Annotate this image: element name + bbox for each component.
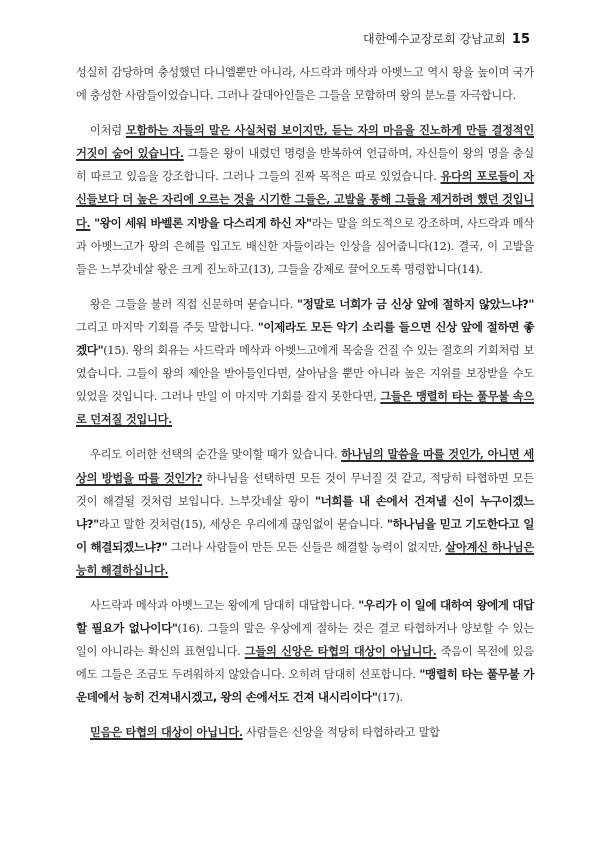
emphasis-underline: 살아계신 하나님은 능히 해결하십니다. — [76, 539, 534, 577]
text-run: (15). 왕의 회유는 사드락과 메삭과 아벳느고에게 목숨을 건질 수 있는 절호의 기회처럼 보였습니다. 그들이 왕의 제안을 받아들인다면, 살아남을 뿐만 아니라 높은 지위를 보장받을 수도 있었을 것입니다. 그러나 만일 이 마지막 기회를 잡지 못한다면, — [76, 344, 534, 404]
text-run: (16). 그들의 말은 우상에게 절하는 것은 결코 타협하거나 양보할 수 있는 일이 아니라는 확신의 표현입니다. — [76, 622, 534, 659]
text-run: 죽음이 목전에 있음에도 그들은 조금도 두려워하지 않았습니다. 오히려 담대히 선포합니다. — [76, 645, 534, 682]
emphasis-underline: 모함하는 자들의 말은 사실처럼 보이지만, 듣는 자의 마음을 진노하게 만들 결정적인 거짓이 숨어 있습니다. — [76, 123, 534, 161]
text-run: 사람들은 신앙을 적당히 타협하라고 말합 — [242, 726, 440, 740]
text-run: 그리고 마지막 기회를 주듯 말합니다. — [76, 320, 258, 334]
text-run: 그러나 사람들이 만든 모든 신들은 해결할 능력이 없지만, — [167, 540, 446, 554]
text-run: 라고 말한 것처럼(15), 세상은 우리에게 끊임없이 묻습니다. — [98, 517, 387, 531]
quote-bold: "너희를 내 손에서 건져낼 신이 누구이겠느냐?" — [76, 493, 534, 531]
emphasis-underline: 그들은 맹렬히 타는 풀무불 속으로 던져질 것입니다. — [76, 389, 534, 427]
emphasis-underline: 하나님의 말씀을 따를 것인가, 아니면 세상의 방법을 따를 것인가? — [76, 447, 534, 485]
paragraph-5 — [76, 594, 534, 709]
paragraph-1 — [76, 61, 534, 107]
text-run: 왕은 그들을 불러 직접 신문하며 묻습니다. — [90, 297, 297, 311]
text-run: 라는 말을 의도적으로 강조하며, 사드락과 메삭과 아벳느고가 왕의 은혜를 입고도 배신한 자들이라는 인상을 심어줍니다(12). 결국, 이 고발을 들은 느부갓네살 왕은 크게 진노하고(13), 그들을 강제로 끌어오도록 명령합니다(14). — [76, 216, 534, 276]
emphasis-underline: 믿음은 타협의 대상이 아닙니다. — [90, 725, 243, 740]
header-title: 대한예수교장로회 강남교회 — [362, 32, 506, 46]
text-run: 우리도 이러한 선택의 순간을 맞이할 때가 있습니다. — [90, 448, 342, 462]
text-run: 성실히 감당하며 충성했던 다니엘뿐만 아니라, 사드락과 메삭과 아벳느고 역시 왕을 높이며 국가에 충성한 사람들이었습니다. 그러나 갈대아인들은 그들을 모함하며 왕의 분노를 자극합니다. — [76, 66, 534, 103]
quote-bold: "하나님을 믿고 기도한다고 일이 해결되겠느냐?" — [76, 516, 534, 554]
quote-bold: "정말로 너희가 금 신상 앞에 절하지 않았느냐?" — [297, 296, 534, 311]
emphasis-underline: 유다의 포로들이 자신들보다 더 높은 자리에 오르는 것을 시기한 그들은, 고발을 통해 그들을 제거하려 했던 것입니다. — [76, 169, 534, 230]
emphasis-underline: 그들의 신앙은 타협의 대상이 아닙니다. — [244, 644, 437, 659]
text-run: 사드락과 메삭과 아벳느고는 왕에게 담대히 대답합니다. — [90, 598, 359, 612]
paragraph-3 — [76, 293, 534, 432]
paragraph-6 — [76, 721, 534, 744]
text-run: 이처럼 — [90, 124, 126, 138]
body-text — [76, 61, 534, 757]
page-header — [363, 30, 530, 47]
quote-bold: "맹렬히 타는 풀무불 가운데에서 능히 건져내시겠고, 왕의 손에서도 건져 내시리이다" — [76, 667, 535, 705]
text-run: 그들은 왕이 내렸던 명령을 반복하여 언급하며, 자신들이 왕의 명을 충실히 따르고 있음을 강조합니다. 그러나 그들의 진짜 목적은 따로 있었습니다. — [76, 147, 534, 184]
text-run: 하나님을 선택하면 모든 것이 무너질 것 같고, 적당히 타협하면 모든 것이 해결될 것처럼 보입니다. 느부갓네살 왕이 — [76, 471, 534, 508]
quote-bold: "이제라도 모든 악기 소리를 들으면 신상 앞에 절하면 좋겠다" — [76, 319, 534, 358]
quote-bold: "왕이 세워 바벨론 지방을 다스리게 하신 자" — [90, 215, 312, 230]
paragraph-4 — [76, 443, 534, 582]
text-run: (17). — [377, 691, 403, 705]
paragraph-2 — [76, 119, 534, 281]
quote-bold: "우리가 이 일에 대하여 왕에게 대답할 필요가 없나이다" — [76, 597, 534, 636]
page-number: 15 — [511, 32, 530, 47]
